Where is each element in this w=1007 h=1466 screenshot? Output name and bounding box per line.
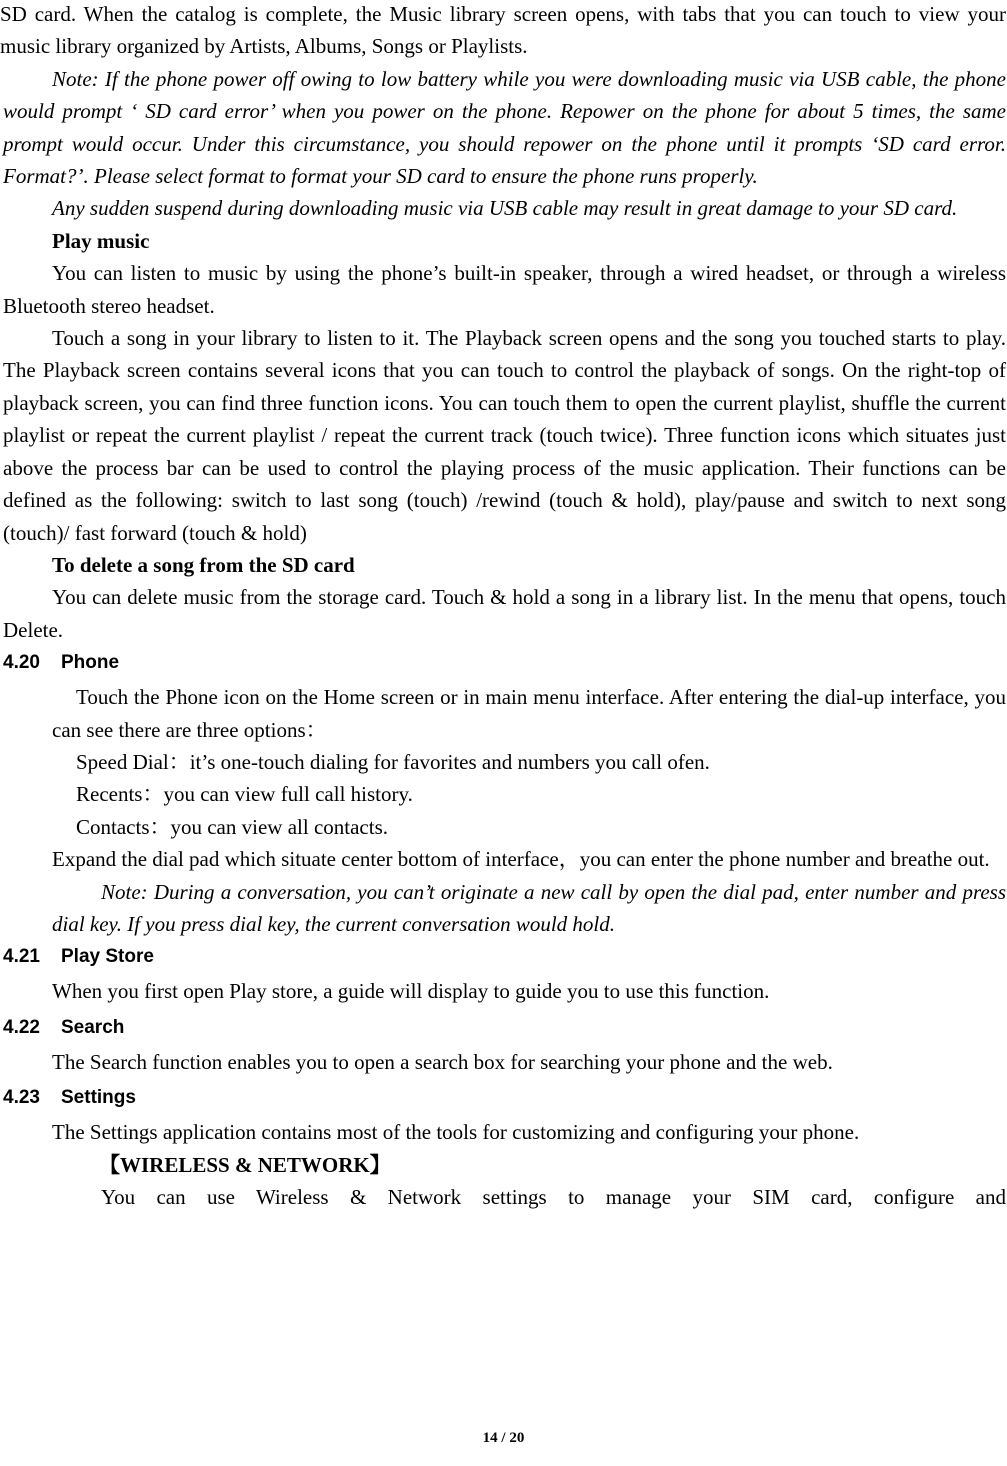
paragraph-expand-dialpad: Expand the dial pad which situate center bottom of interface，you can enter the phone number and breathe out. [52, 847, 990, 872]
paragraph-settings: The Settings application contains most of the tools for customizing and configuring your phone. [52, 1120, 860, 1145]
section-number: 4.21 [3, 946, 40, 968]
section-play-store-body [52, 975, 1006, 1007]
section-phone-body [52, 681, 1006, 940]
heading-wireless-network: 【WIRELESS & NETWORK】 [99, 1152, 391, 1177]
paragraph-play-speaker: You can listen to music by using the phone’s built-in speaker, through a wired headset, or through a wireless Bluetooth stereo headset. [3, 261, 1006, 318]
section-title: Play Store [61, 946, 154, 968]
section-title: Search [61, 1016, 125, 1038]
note-low-battery: Note: If the phone power off owing to low battery while you were downloading music via USB cable, the phone would prompt ‘ SD card error’ when you power on the phone. Repower on the phone for about 5 times, the same prompt would occur. Under this circumstance, you should repower on the phone until it prompts ‘SD card error. Format?’. Please select format to format your SD card to ensure the phone runs properly. [3, 66, 1006, 189]
paragraph-search: The Search function enables you to open a search box for searching your phone and the web. [52, 1049, 833, 1074]
section-heading-phone [3, 647, 1006, 679]
section-heading-settings [3, 1082, 1006, 1114]
page-number: 14 / 20 [482, 1430, 525, 1446]
paragraph-wireless-network: You can use Wireless & Network settings to manage your SIM card, configure and [101, 1185, 1006, 1209]
option-speed-dial: Speed Dial：it’s one-touch dialing for favorites and numbers you call ofen. [76, 749, 710, 774]
section-number: 4.23 [3, 1087, 40, 1109]
paragraph-music-library: SD card. When the catalog is complete, the Music library screen opens, with tabs that you can touch to view your music library organized by Artists, Albums, Songs or Playlists. [0, 2, 1006, 59]
heading-delete-song: To delete a song from the SD card [52, 552, 355, 577]
section-heading-search [3, 1012, 1006, 1044]
note-conversation: Note: During a conversation, you can’t originate a new call by open the dial pad, enter number and press dial key. If you press dial key, the current conversation would hold. [52, 879, 1006, 936]
section-search-body [52, 1046, 1006, 1078]
option-contacts: Contacts：you can view all contacts. [76, 814, 388, 839]
section-heading-play-store [3, 941, 1006, 973]
paragraph-playback: Touch a song in your library to listen to it. The Playback screen opens and the song you touched starts to play. The Playback screen contains several icons that you can touch to control the playback of songs. On the right-top of playback screen, you can find three function icons. You can touch them to open the current playlist, shuffle the current playlist or repeat the current playlist / repeat the current track (touch twice). Three function icons which situates just above the process bar can be used to control the playing process of the music application. Their functions can be defined as the following: switch to last song (touch) /rewind (touch & hold), play/pause and switch to next song (touch)/ fast forward (touch & hold) [3, 326, 1006, 545]
section-number: 4.22 [3, 1016, 40, 1038]
note-sudden-suspend: Any sudden suspend during downloading music via USB cable may result in great damage to your SD card. [52, 196, 958, 221]
heading-play-music: Play music [52, 228, 150, 253]
paragraph-phone-intro: Touch the Phone icon on the Home screen or in main menu interface. After entering the dial-up interface, you can see there are three options： [52, 685, 1006, 742]
section-number: 4.20 [3, 652, 40, 674]
section-title: Settings [61, 1087, 136, 1109]
section-settings-body [52, 1116, 1006, 1213]
option-recents: Recents：you can view full call history. [76, 782, 413, 807]
section-title: Phone [61, 652, 120, 674]
paragraph-play-store: When you first open Play store, a guide will display to guide you to use this function. [52, 979, 770, 1004]
paragraph-delete-song: You can delete music from the storage card. Touch & hold a song in a library list. In the menu that opens, touch Delete. [3, 585, 1006, 642]
